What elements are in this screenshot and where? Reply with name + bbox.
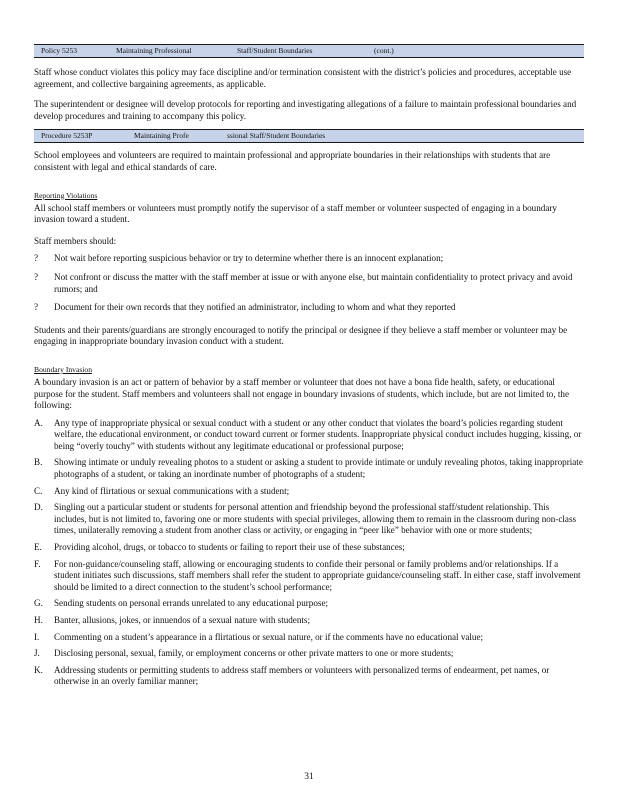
reporting-paragraph: All school staff members or volunteers must promptly notify the supervisor of a staff member or volunteer suspected of engaging in a boundary invasion toward a student. — [34, 202, 557, 225]
item-text: Providing alcohol, drugs, or tobacco to students or failing to report their use of these substances; — [54, 542, 405, 553]
item-letter: F. — [34, 558, 41, 569]
procedure-intro: School employees and volunteers are required to maintain professional and appropriate boundaries in their relationships with students that are consistent with legal and ethical standards of care. — [34, 150, 551, 172]
item-letter: A. — [34, 417, 43, 428]
policy-paragraph-1: Staff whose conduct violates this policy may face discipline and/or termination consistent with the district’s policies and procedures, acceptable use agreement, and collective bargaining agreements, as applicable. — [34, 67, 572, 89]
procedure-id: Procedure 5253P — [41, 131, 93, 141]
item-text: Sending students on personal errands unrelated to any educational purpose; — [54, 598, 329, 609]
list-item — [34, 542, 584, 554]
list-item — [34, 615, 584, 627]
procedure-header-bar — [34, 129, 584, 143]
item-text: Disclosing personal, sexual, family, or employment concerns or other private matters to one or more students; — [54, 648, 454, 659]
item-letter: E. — [34, 542, 42, 553]
staff-should-label: Staff members should: — [34, 235, 117, 246]
item-text: For non-guidance/counseling staff, allowing or encouraging students to confide their personal or family problems and/or relationships. If a student initiates such discussions, staff members shall refer the student to appropriate guidance/counseling staff. In either case, staff involvement should be limited to a direct connection to the student’s school performance; — [54, 558, 581, 592]
list-item — [34, 502, 584, 537]
item-letter: H. — [34, 615, 43, 625]
item-text: Any kind of flirtatious or sexual communications with a student; — [54, 485, 290, 496]
list-item — [34, 253, 584, 265]
policy-cont: (cont.) — [374, 46, 394, 55]
item-text: Addressing students or permitting students to address staff members or volunteers with personalized terms of endearment, pet names, or otherwise in an overly familiar manner; — [54, 664, 550, 687]
list-item — [34, 302, 584, 314]
bullet-mark: ? — [34, 253, 39, 264]
page-number: 31 — [304, 772, 314, 782]
reporting-heading: Reporting Violations — [34, 190, 98, 200]
boundary-heading: Boundary Invasion — [34, 364, 92, 374]
item-text: Commenting on a student’s appearance in a flirtatious or sexual nature, or if the comments have no educational value; — [54, 631, 484, 642]
item-letter: J. — [34, 648, 40, 659]
list-item — [34, 632, 584, 644]
bullet-text: Document for their own records that they notified an administrator, including to whom and what they reported — [54, 302, 456, 313]
bullet-mark: ? — [34, 271, 39, 282]
procedure-title-a: Maintaining Profe — [134, 131, 189, 141]
policy-id: Policy 5253 — [41, 46, 78, 55]
procedure-title-b: ssional Staff/Student Boundaries — [227, 131, 326, 141]
list-item — [34, 559, 584, 594]
list-item — [34, 272, 584, 295]
reporting-closing: Students and their parents/guardians are strongly encouraged to notify the principal or designee if they believe a staff member or volunteer may be engaging in inappropriate boundary invasion conduct with a student. — [34, 324, 568, 347]
policy-paragraph-2: The superintendent or designee will develop protocols for reporting and investigating allegations of a failure to maintain professional boundaries and develop procedures and training to accompany this policy. — [34, 99, 577, 121]
item-text: Singling out a particular student or students for personal attention and friendship beyond the professional staff/student relationship. This includes, but is not limited to, favoring one or more students with special privileges, allowing them to remain in the classroom during non-class times, unilaterally removing a student from another class or activity, or engaging in “peer like” behavior with one or more students; — [54, 502, 577, 536]
list-item — [34, 457, 584, 480]
policy-title-b: Staff/Student Boundaries — [237, 46, 313, 55]
item-letter: I. — [34, 631, 40, 642]
item-letter: K. — [34, 664, 43, 675]
list-item — [34, 665, 584, 688]
item-text: Showing intimate or unduly revealing photos to a student or asking a student to provide intimate or unduly revealing photos, taking inappropriate photographs of a student, or taking an inordinate number of photographs of a student; — [54, 457, 583, 480]
item-text: Any type of inappropriate physical or sexual conduct with a student or any other conduct that violates the board’s policies regarding student welfare, the educational environment, or conduct toward current or former students. Inappropriate physical conduct includes hugging, kissing, or being “overly touchy” with students without any legitimate educational or professional purpose; — [54, 417, 582, 451]
list-item — [34, 418, 584, 453]
bullet-text: Not wait before reporting suspicious behavior or try to determine whether there is an innocent explanation; — [54, 253, 444, 264]
item-text: Banter, allusions, jokes, or innuendos of a sexual nature with students; — [54, 615, 310, 625]
policy-header-bar — [34, 44, 584, 58]
item-letter: C. — [34, 485, 43, 496]
item-letter: B. — [34, 457, 43, 468]
item-letter: G. — [34, 598, 43, 609]
bullet-mark: ? — [34, 302, 39, 313]
list-item — [34, 648, 584, 660]
list-item — [34, 486, 584, 498]
list-item — [34, 598, 584, 610]
boundary-paragraph: A boundary invasion is an act or pattern of behavior by a staff member or volunteer that does not have a bona fide health, safety, or educational purpose for the student. Staff members and volunteers shall not engage in boundary invasions of students, which include, but are not limited to, the following: — [34, 376, 569, 411]
bullet-text: Not confront or discuss the matter with the staff member at issue or with anyone else, but maintain confidentiality to protect privacy and avoid rumors; and — [54, 271, 573, 294]
policy-title-a: Maintaining Professional — [116, 46, 192, 55]
document-page — [34, 44, 584, 688]
item-letter: D. — [34, 502, 43, 513]
